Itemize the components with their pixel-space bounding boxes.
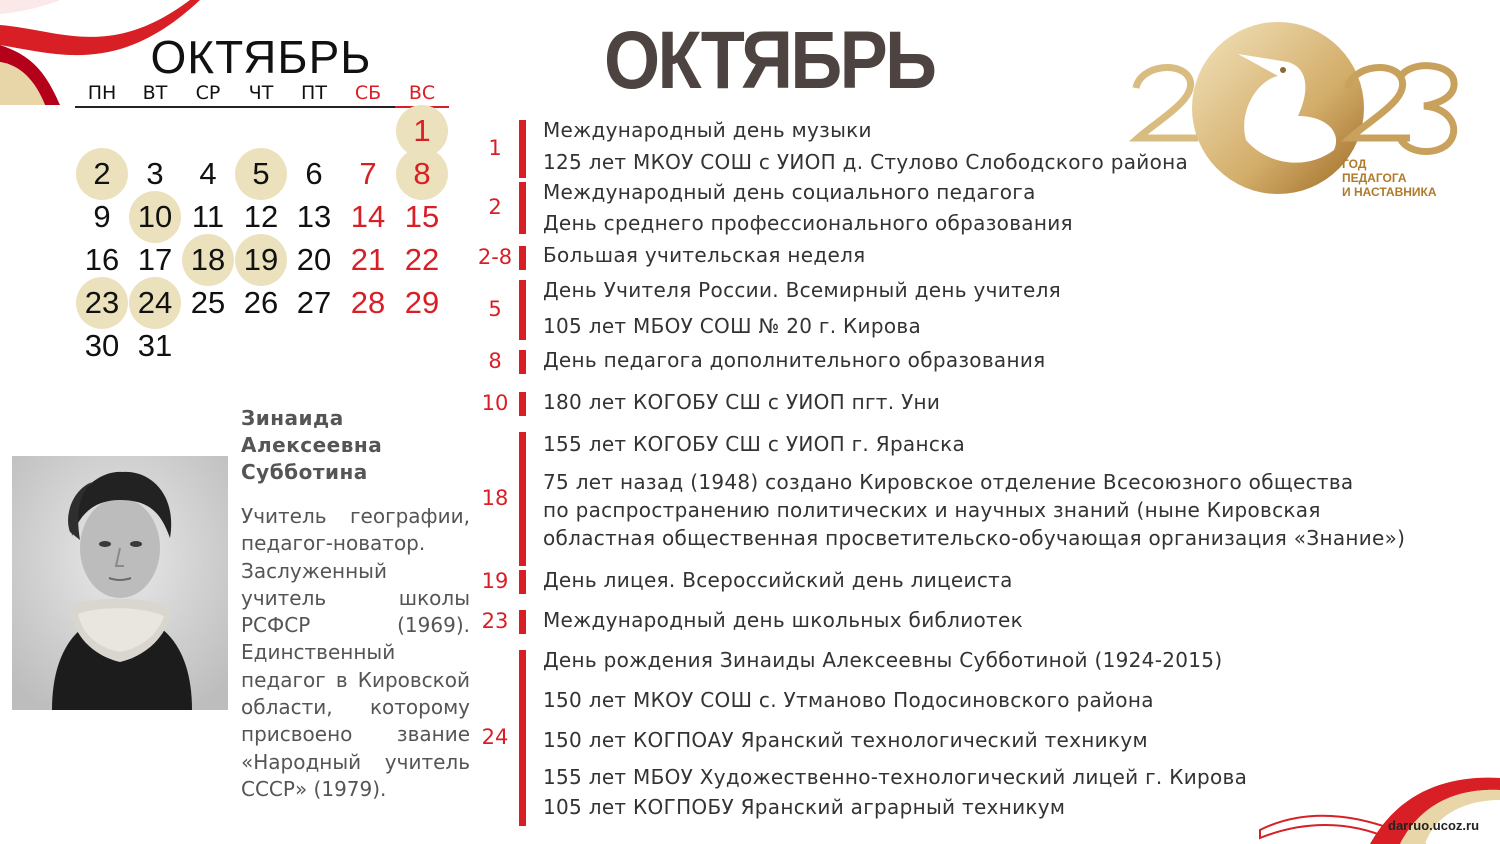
event-date: 23 bbox=[481, 609, 509, 633]
person-name-line: Зинаида bbox=[241, 406, 344, 430]
weekday-sat: СБ bbox=[354, 82, 382, 104]
event-marker-bar bbox=[519, 120, 526, 178]
event-text: Международный день музыки bbox=[543, 118, 872, 142]
calendar-day-9: 9 bbox=[93, 199, 111, 234]
calendar-day-7: 7 bbox=[359, 156, 377, 191]
event-text: День среднего профессионального образования bbox=[543, 211, 1073, 235]
person-bio: Учитель географии, педагог-новатор. Заслуженный учитель школы РСФСР (1969). Единственный педагог в Кировской области, которому присвоено звание «Народный учитель СССР» (1979). bbox=[241, 504, 470, 801]
calendar-day-24: 24 bbox=[128, 282, 182, 324]
event-date: 10 bbox=[481, 391, 509, 415]
calendar-day-4: 4 bbox=[199, 156, 217, 191]
event-text: День Учителя России. Всемирный день учителя bbox=[543, 278, 1061, 302]
event-date: 8 bbox=[488, 349, 502, 373]
event-text: 150 лет КОГПОАУ Яранский технологический техникум bbox=[543, 728, 1148, 752]
calendar-day-26: 26 bbox=[243, 285, 279, 320]
weekday-header bbox=[75, 82, 449, 108]
weekday-sun: ВС bbox=[408, 82, 436, 104]
calendar-day-12: 12 bbox=[243, 199, 279, 234]
calendar-day-19: 19 bbox=[234, 239, 288, 281]
event-text: 125 лет МКОУ СОШ с УИОП д. Стулово Слободского района bbox=[543, 150, 1189, 174]
event-marker-bar bbox=[519, 350, 526, 374]
calendar-day-13: 13 bbox=[296, 199, 332, 234]
event-text: 150 лет МКОУ СОШ с. Утманово Подосиновского района bbox=[543, 688, 1154, 712]
event-text: 155 лет КОГОБУ СШ с УИОП г. Яранска bbox=[543, 432, 966, 456]
calendar-day-16: 16 bbox=[84, 242, 120, 277]
page-title: ОКТЯБРЬ bbox=[604, 15, 935, 106]
logo-caption-line: ГОД bbox=[1342, 157, 1367, 171]
logo-caption-line: ПЕДАГОГА bbox=[1342, 171, 1407, 185]
calendar-day-1: 1 bbox=[395, 110, 449, 152]
calendar-day-20: 20 bbox=[296, 242, 332, 277]
event-text: Международный день школьных библиотек bbox=[543, 608, 1023, 632]
event-date: 18 bbox=[481, 486, 509, 510]
event-marker-bar bbox=[519, 392, 526, 416]
watermark-text: darruo.ucoz.ru bbox=[1388, 818, 1480, 833]
event-text: 105 лет КОГПОБУ Яранский аграрный техникум bbox=[543, 795, 1066, 819]
event-date: 24 bbox=[481, 725, 509, 749]
person-name bbox=[241, 405, 382, 486]
event-text: Большая учительская неделя bbox=[543, 243, 866, 267]
calendar-title: ОКТЯБРЬ bbox=[150, 31, 372, 83]
event-marker-bar bbox=[519, 610, 526, 634]
event-date: 5 bbox=[488, 297, 502, 321]
person-name-line: Алексеевна bbox=[241, 433, 383, 457]
calendar-day-15: 15 bbox=[404, 199, 440, 234]
calendar-day-11: 11 bbox=[191, 199, 225, 234]
calendar-day-17: 17 bbox=[137, 242, 173, 277]
calendar-day-31: 31 bbox=[137, 328, 173, 363]
calendar-day-25: 25 bbox=[190, 285, 226, 320]
event-text: 105 лет МБОУ СОШ № 20 г. Кирова bbox=[543, 314, 922, 338]
weekday-tue: ВТ bbox=[142, 82, 168, 104]
weekday-mon: ПН bbox=[87, 82, 117, 104]
event-date: 19 bbox=[481, 569, 509, 593]
calendar-day-18: 18 bbox=[181, 239, 235, 281]
event-text: День педагога дополнительного образования bbox=[543, 348, 1046, 372]
event-marker-bar bbox=[519, 280, 526, 340]
event-text: День лицея. Всероссийский день лицеиста bbox=[543, 568, 1013, 592]
calendar-day-3: 3 bbox=[146, 156, 164, 191]
calendar-day-2: 2 bbox=[75, 153, 129, 195]
logo-caption bbox=[1342, 157, 1437, 199]
event-date: 1 bbox=[488, 136, 502, 160]
calendar-day-30: 30 bbox=[84, 328, 120, 363]
calendar-day-10: 10 bbox=[128, 196, 182, 238]
event-text: по распространению политических и научных знаний (ныне Кировская bbox=[543, 498, 1321, 522]
weekday-thu: ЧТ bbox=[248, 82, 274, 104]
calendar-day-27: 27 bbox=[296, 285, 332, 320]
calendar-day-29: 29 bbox=[404, 285, 440, 320]
calendar-day-21: 21 bbox=[350, 242, 386, 277]
event-marker-bar bbox=[519, 432, 526, 566]
event-marker-bar bbox=[519, 182, 526, 234]
weekday-wed: СР bbox=[195, 82, 221, 104]
logo-caption-line: И НАСТАВНИКА bbox=[1342, 185, 1437, 199]
event-marker-bar bbox=[519, 650, 526, 826]
event-text: областная общественная просветительско-обучающая организация «Знание») bbox=[543, 526, 1406, 550]
calendar-day-8: 8 bbox=[395, 153, 449, 195]
person-name-line: Субботина bbox=[241, 460, 368, 484]
event-marker-bar bbox=[519, 570, 526, 594]
event-marker-bar bbox=[519, 246, 526, 270]
event-text: День рождения Зинаиды Алексеевны Субботиной (1924-2015) bbox=[543, 648, 1223, 672]
event-text: 180 лет КОГОБУ СШ с УИОП пгт. Уни bbox=[543, 390, 941, 414]
event-text: 75 лет назад (1948) создано Кировское отделение Всесоюзного общества bbox=[543, 470, 1354, 494]
event-date: 2 bbox=[488, 195, 502, 219]
event-date: 2-8 bbox=[477, 245, 513, 269]
calendar-day-5: 5 bbox=[234, 153, 288, 195]
weekday-fri: ПТ bbox=[301, 82, 327, 104]
event-text: 155 лет МБОУ Художественно-технологический лицей г. Кирова bbox=[543, 765, 1248, 789]
calendar-day-14: 14 bbox=[350, 199, 386, 234]
teacher-portrait-photo bbox=[12, 456, 228, 710]
calendar-day-22: 22 bbox=[404, 242, 440, 277]
event-text: Международный день социального педагога bbox=[543, 180, 1036, 204]
calendar-day-28: 28 bbox=[350, 285, 386, 320]
calendar-day-23: 23 bbox=[75, 282, 129, 324]
calendar-day-6: 6 bbox=[305, 156, 323, 191]
